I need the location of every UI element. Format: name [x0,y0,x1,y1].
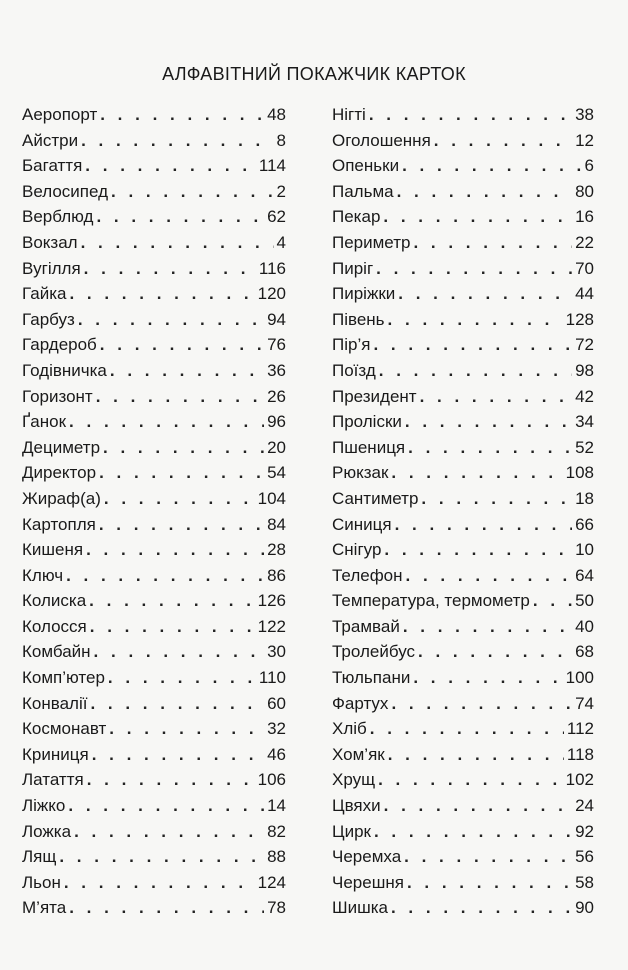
index-entry [22,691,286,717]
index-entry [22,819,286,845]
entry-word: Дециметр [22,437,101,457]
index-entry [22,179,286,205]
index-entry [22,358,286,384]
index-entry [332,614,594,640]
entry-page-number: 128 [565,309,594,329]
entry-word: Кишеня [22,540,84,560]
dot-leader [86,537,264,563]
entry-word: Льон [22,872,61,892]
index-entry [332,153,594,179]
dot-leader [391,460,562,486]
entry-word: Хрущ [332,770,376,790]
index-entry [22,307,286,333]
entry-page-number: 16 [575,207,594,227]
dot-leader [397,179,572,205]
index-entry [22,486,286,512]
entry-page-number: 18 [575,488,594,508]
dot-leader [388,307,563,333]
entry-word: Оголошення [332,130,431,150]
dot-leader [391,691,572,717]
entry-page-number: 36 [267,360,286,380]
dot-leader [68,793,264,819]
entry-word: Нігті [332,105,366,124]
dot-leader [391,895,572,921]
dot-leader [111,179,274,205]
entry-page-number: 72 [575,335,594,355]
entry-word: Директор [22,463,97,483]
entry-word: Цирк [332,821,371,841]
index-entry [22,384,286,410]
entry-page-number: 94 [267,309,286,329]
dot-leader [109,716,264,742]
entry-page-number: 48 [267,105,286,124]
index-entry [332,819,594,845]
dot-leader [405,409,572,435]
entry-page-number: 40 [575,616,594,636]
index-column-left [22,102,286,921]
dot-leader [395,512,572,538]
entry-page-number: 80 [575,181,594,201]
entry-word: Криниця [22,744,89,764]
dot-leader [78,307,264,333]
index-entry [332,179,594,205]
entry-page-number: 76 [267,335,286,355]
index-entry [332,409,594,435]
entry-word: Гайка [22,284,67,304]
index-entry [22,128,286,154]
entry-page-number: 118 [566,744,594,764]
dot-leader [398,281,572,307]
entry-page-number: 54 [267,463,286,483]
entry-word: Пальма [332,181,394,201]
dot-leader [418,639,572,665]
entry-page-number: 12 [575,130,594,150]
entry-page-number: 52 [575,437,594,457]
index-entry [332,844,594,870]
entry-word: Сантиметр [332,488,419,508]
entry-page-number: 126 [257,591,286,611]
dot-leader [69,281,254,307]
index-entry [332,435,594,461]
entry-page-number: 122 [257,616,286,636]
index-entry [22,895,286,921]
dot-leader [379,358,572,384]
entry-page-number: 56 [575,847,594,867]
index-entry [332,870,594,896]
entry-page-number: 58 [575,872,594,892]
index-entry [332,128,594,154]
entry-word: Ґанок [22,412,67,432]
index-entry [22,435,286,461]
entry-page-number: 86 [267,565,286,585]
index-entry [22,460,286,486]
index-entry [332,588,594,614]
dot-leader [59,844,264,870]
entry-page-number: 14 [267,796,286,816]
dot-leader [384,537,572,563]
entry-page-number: 70 [575,258,594,278]
entry-page-number: 64 [575,565,594,585]
index-entry [332,384,594,410]
dot-leader [413,230,572,256]
entry-page-number: 20 [267,437,286,457]
dot-leader [376,256,572,282]
entry-page-number: 66 [575,514,594,534]
entry-word: Пиріг [332,258,374,278]
dot-leader [94,639,265,665]
index-entry [22,742,286,768]
index-entry [22,102,286,128]
entry-page-number: 8 [276,130,286,150]
dot-leader [406,563,573,589]
dot-leader [87,767,255,793]
entry-word: Черешня [332,872,404,892]
dot-leader [408,435,572,461]
entry-page-number: 32 [267,719,286,739]
dot-leader [403,614,572,640]
index-entry [332,332,594,358]
entry-word: Трамвай [332,616,400,636]
entry-page-number: 2 [276,181,286,201]
entry-page-number: 82 [267,821,286,841]
dot-leader [378,767,563,793]
dot-leader [100,102,264,128]
dot-leader [404,844,572,870]
entry-page-number: 90 [575,898,594,918]
index-entry [332,537,594,563]
entry-word: Вугілля [22,258,81,278]
index-entry [332,563,594,589]
dot-leader [84,256,256,282]
dot-leader [383,204,572,230]
entry-word: Жираф(а) [22,488,101,508]
dot-leader [90,614,255,640]
dot-leader [407,870,572,896]
dot-leader [420,384,572,410]
entry-word: Тюльпани [332,668,411,688]
index-entry [22,716,286,742]
entry-word: Гарбуз [22,309,75,329]
index-entry [22,767,286,793]
entry-word: Багаття [22,156,83,176]
index-entry [332,460,594,486]
entry-page-number: 68 [575,642,594,662]
page-title: АЛФАВІТНИЙ ПОКАЖЧИК КАРТОК [162,64,466,84]
dot-leader [413,665,562,691]
entry-word: Велосипед [22,181,108,201]
dot-leader [92,742,264,768]
index-entry [332,793,594,819]
index-entry [332,716,594,742]
index-entry [22,256,286,282]
entry-page-number: 74 [575,693,594,713]
dot-leader [99,512,264,538]
index-entry [332,307,594,333]
index-entry [332,742,594,768]
index-entry [22,870,286,896]
entry-word: Вокзал [22,232,78,252]
dot-leader [533,588,572,614]
entry-word: Температура, термометр [332,591,530,611]
dot-leader [103,435,264,461]
dot-leader [96,384,264,410]
entry-page-number: 6 [584,156,594,176]
entry-word: Годівничка [22,360,107,380]
dot-leader [384,793,572,819]
entry-word: Гардероб [22,335,97,355]
dot-leader [108,665,256,691]
dot-leader [66,563,264,589]
entry-word: Комбайн [22,642,91,662]
entry-word: Поїзд [332,360,376,380]
index-entry [22,332,286,358]
index-entry [22,153,286,179]
index-entry [332,281,594,307]
entry-word: Комп’ютер [22,668,105,688]
entry-page-number: 106 [257,770,286,790]
entry-word: Тролейбус [332,642,416,662]
dot-leader [96,204,264,230]
index-entry [22,665,286,691]
entry-word: Космонавт [22,719,107,739]
entry-word: Аеропорт [22,105,98,124]
dot-leader [69,409,264,435]
dot-leader [85,153,256,179]
index-entry [332,358,594,384]
entry-page-number: 102 [565,770,594,790]
dot-leader [90,691,264,717]
entry-word: Периметр [332,232,411,252]
entry-word: Хліб [332,719,367,739]
entry-page-number: 88 [267,847,286,867]
index-entry [22,281,286,307]
index-entry [332,767,594,793]
entry-page-number: 44 [575,284,594,304]
entry-word: Пекар [332,207,381,227]
entry-page-number: 38 [575,105,594,124]
index-entry [22,537,286,563]
dot-leader [434,128,572,154]
entry-page-number: 26 [267,386,286,406]
entry-page-number: 108 [565,463,594,483]
entry-page-number: 120 [257,284,286,304]
dot-leader [81,128,273,154]
dot-leader [81,230,274,256]
index-entry [332,486,594,512]
index-entry [22,230,286,256]
index-entry [22,614,286,640]
entry-page-number: 92 [575,821,594,841]
dot-leader [100,332,264,358]
entry-page-number: 24 [575,796,594,816]
entry-page-number: 62 [267,207,286,227]
entry-word: Картопля [22,514,96,534]
entry-page-number: 124 [257,872,286,892]
index-entry [22,639,286,665]
index-entry [22,793,286,819]
entry-word: Латаття [22,770,84,790]
entry-word: Ліжко [22,796,66,816]
dot-leader [402,153,581,179]
dot-leader [89,588,254,614]
entry-page-number: 28 [267,540,286,560]
entry-word: Черемха [332,847,402,867]
dot-leader [74,819,264,845]
index-entry [22,409,286,435]
entry-page-number: 104 [257,488,286,508]
entry-word: Горизонт [22,386,93,406]
entry-word: Фартух [332,693,389,713]
dot-leader [369,102,572,128]
dot-leader [373,332,572,358]
entry-page-number: 60 [267,693,286,713]
entry-page-number: 116 [258,258,286,278]
index-entry [22,204,286,230]
index-entry [332,639,594,665]
entry-page-number: 10 [575,540,594,560]
entry-word: Цвяхи [332,796,381,816]
entry-page-number: 30 [267,642,286,662]
index-entry [22,563,286,589]
entry-word: Півень [332,309,385,329]
dot-leader [99,460,264,486]
entry-word: Проліски [332,412,402,432]
index-entry [332,665,594,691]
entry-word: Ключ [22,565,64,585]
index-entry [332,256,594,282]
entry-page-number: 4 [276,232,286,252]
dot-leader [69,895,264,921]
entry-word: Ложка [22,821,72,841]
index-entry [22,844,286,870]
entry-word: Пір’я [332,335,371,355]
dot-leader [374,819,572,845]
dot-leader [388,742,564,768]
entry-word: Снігур [332,540,382,560]
index-column-right [332,102,594,921]
entry-word: Конвалії [22,693,88,713]
entry-page-number: 98 [575,360,594,380]
entry-word: Шишка [332,898,388,918]
index-entry [332,230,594,256]
index-entry [22,588,286,614]
entry-word: Президент [332,386,417,406]
entry-page-number: 22 [575,232,594,252]
entry-word: Пиріжки [332,284,396,304]
entry-word: Опеньки [332,156,400,176]
entry-page-number: 112 [566,719,594,739]
entry-page-number: 96 [267,412,286,432]
entry-word: Айстри [22,130,79,150]
index-entry [332,102,594,128]
entry-page-number: 42 [575,386,594,406]
dot-leader [64,870,255,896]
index-entry [22,512,286,538]
entry-page-number: 46 [267,744,286,764]
entry-word: Синиця [332,514,392,534]
entry-page-number: 34 [575,412,594,432]
index-entry [332,204,594,230]
entry-page-number: 100 [565,668,594,688]
index-entry [332,895,594,921]
entry-word: Хом’як [332,744,385,764]
entry-page-number: 50 [575,591,594,611]
entry-word: Лящ [22,847,57,867]
dot-leader [104,486,255,512]
entry-page-number: 84 [267,514,286,534]
entry-word: Телефон [332,565,403,585]
entry-word: М’ята [22,898,67,918]
dot-leader [110,358,264,384]
entry-word: Колиска [22,591,87,611]
dot-leader [421,486,572,512]
entry-page-number: 114 [258,156,286,176]
entry-page-number: 110 [258,668,286,688]
index-entry [332,691,594,717]
entry-page-number: 78 [267,898,286,918]
index-entry [332,512,594,538]
dot-leader [370,716,564,742]
entry-word: Пшениця [332,437,406,457]
entry-word: Верблюд [22,207,94,227]
entry-word: Колосся [22,616,87,636]
entry-word: Рюкзак [332,463,389,483]
